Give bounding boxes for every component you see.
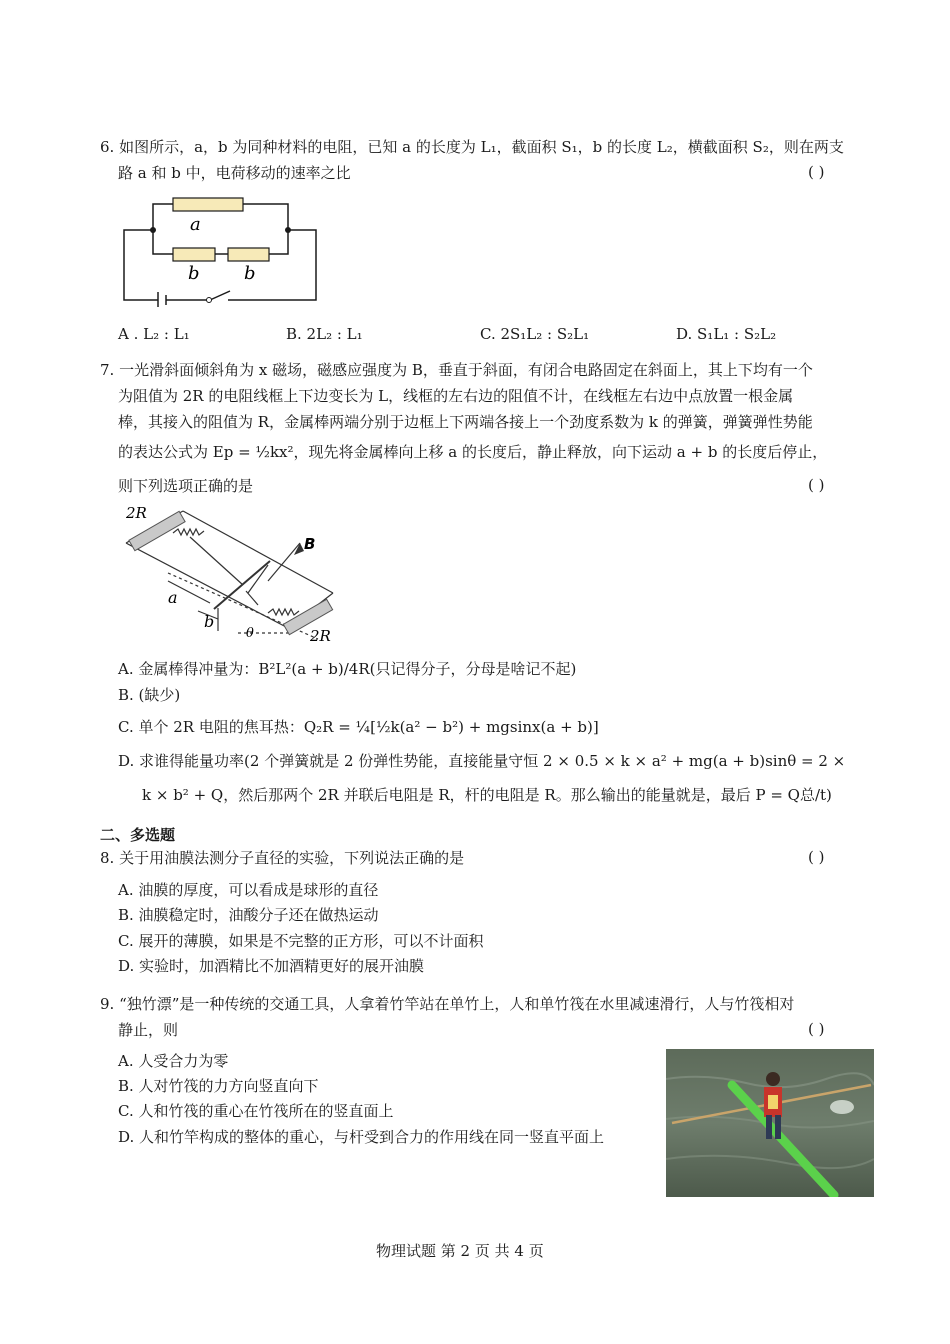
q7-line5: 则下列选项正确的是 [118, 477, 254, 495]
q9-line2: 静止，则 [118, 1021, 179, 1039]
q9-option-c: C. 人和竹筏的重心在竹筏所在的竖直面上 [118, 1102, 394, 1120]
q9-line1: 9. “独竹漂”是一种传统的交通工具，人拿着竹竿站在单竹上，人和单竹筏在水里减速滑行，人与竹筏相对 [100, 995, 795, 1013]
label-b-distance: b [204, 612, 215, 631]
resistor-b2 [228, 248, 269, 261]
label-b1: b [188, 263, 200, 284]
q7-answer-paren: ( ) [808, 476, 825, 494]
q7-line4: 的表达公式为 Ep = ½kx²，现先将金属棒向上移 a 的长度后，静止释放，向下运动 a + b 的长度后停止， [118, 443, 828, 461]
label-2r-bottom: 2R [310, 627, 331, 645]
q7-line2: 为阻值为 2R 的电阻线框上下边变长为 L，线框的左右边的阻值不计，在线框左右边中点放置一根金属 [118, 387, 794, 405]
q8-option-a: A. 油膜的厚度，可以看成是球形的直径 [118, 881, 379, 899]
bamboo-rafting-photo [666, 1049, 874, 1197]
q6-line1: 6. 如图所示，a，b 为同种材料的电阻，已知 a 的长度为 L₁，截面积 S₁，b 的长度 L₂，横截面积 S₂，则在两支 [100, 138, 844, 156]
label-b-field: B [304, 535, 316, 553]
q8-option-c: C. 展开的薄膜，如果是不完整的正方形，可以不计面积 [118, 932, 484, 950]
q7-option-b: B. (缺少) [118, 686, 181, 704]
q7-option-a: A. 金属棒得冲量为：B²L²(a + b)/4R(只记得分子，分母是啥记不起) [118, 660, 577, 678]
q6-circuit-diagram [118, 192, 328, 307]
q7-incline-diagram [118, 503, 348, 645]
q6-option-b: B. 2L₂ : L₁ [286, 325, 363, 343]
q8-line1: 8. 关于用油膜法测分子直径的实验，下列说法正确的是 [100, 849, 465, 867]
q8-option-b: B. 油膜稳定时，油酸分子还在做热运动 [118, 906, 379, 924]
q9-option-b: B. 人对竹筏的力方向竖直向下 [118, 1077, 319, 1095]
q9-option-d: D. 人和竹竿构成的整体的重心，与杆受到合力的作用线在同一竖直平面上 [118, 1128, 605, 1146]
page-footer: 物理试题 第 2 页 共 4 页 [376, 1242, 544, 1260]
q9-option-a: A. 人受合力为零 [118, 1052, 229, 1070]
q6-answer-paren: ( ) [808, 163, 825, 181]
q9-answer-paren: ( ) [808, 1020, 825, 1038]
q8-answer-paren: ( ) [808, 848, 825, 866]
label-a: a [190, 214, 201, 235]
q7-option-d-line2: k × b² + Q，然后那两个 2R 并联后电阻是 R，杆的电阻是 R。那么输出的能量就是，最后 P = Q总/t) [142, 786, 832, 804]
q7-line3: 棒，其接入的阻值为 R，金属棒两端分别于边框上下两端各接上一个劲度系数为 k 的弹簧，弹簧弹性势能 [118, 413, 813, 431]
q7-option-c: C. 单个 2R 电阻的焦耳热：Q₂R = ¼[½k(a² − b²) + mgsinx(a + b)] [118, 718, 599, 736]
q7-line1: 7. 一光滑斜面倾斜角为 x 磁场，磁感应强度为 B，垂直于斜面，有闭合电路固定在斜面上，其上下均有一个 [100, 361, 813, 379]
label-theta: θ [246, 626, 254, 641]
q6-option-d: D. S₁L₁ : S₂L₂ [676, 325, 777, 343]
q7-option-d-line1: D. 求谁得能量功率(2 个弹簧就是 2 份弹性势能，直接能量守恒 2 × 0.5 × k × a² + mg(a + b)sinθ = 2 × [118, 752, 846, 770]
label-b2: b [244, 263, 256, 284]
q6-line2: 路 a 和 b 中，电荷移动的速率之比 [118, 164, 351, 182]
resistor-b1 [173, 248, 215, 261]
q6-option-c: C. 2S₁L₂ : S₂L₁ [480, 325, 590, 343]
q6-option-a: A . L₂ : L₁ [118, 325, 190, 343]
q8-option-d: D. 实验时，加酒精比不加酒精更好的展开油膜 [118, 957, 425, 975]
section-multi-choice-title: 二、多选题 [100, 826, 176, 844]
label-2r-top: 2R [126, 504, 147, 522]
label-a-distance: a [168, 588, 178, 607]
resistor-a [173, 198, 243, 211]
